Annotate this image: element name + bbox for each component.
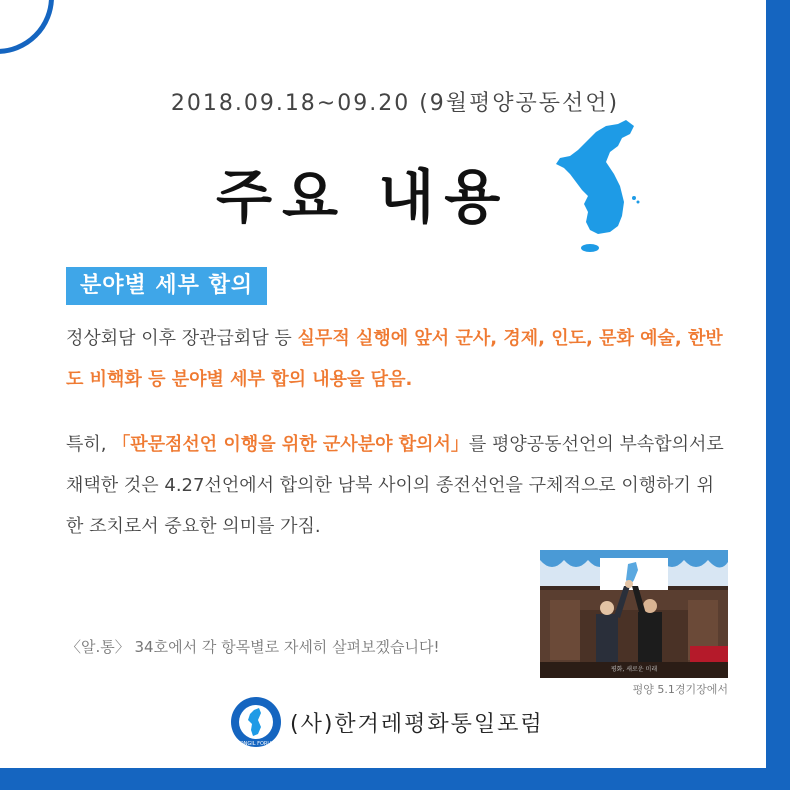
paragraph-2-text: 를 평양공동선언의 부속합의서로 채택한 것은 4.27선언에서 합의한 남북 사이의 종전선언을 구체적으로 이행하기 위한 조치로서 중요한 의미를 가짐. <box>66 434 724 537</box>
page-title: 주요 내용 <box>216 163 511 231</box>
unification-flag-logo <box>230 696 282 748</box>
paragraph-1 <box>66 318 726 400</box>
footnote: 〈알.통〉 34호에서 각 항목별로 자세히 살펴보겠습니다! <box>66 638 440 656</box>
paragraph-1-text: 정상회담 이후 장관급회담 등 <box>66 328 298 349</box>
corner-arc-decoration <box>0 0 54 54</box>
footer <box>230 692 544 752</box>
paragraph-2-prefix: 특히, <box>66 434 113 455</box>
stage-text: 평화, 새로운 미래 <box>610 666 658 673</box>
organization-name: (사)한겨레평화통일포럼 <box>290 711 544 737</box>
paragraph-2-highlight: 「판문점선언 이행을 위한 군사분야 합의서」 <box>112 434 469 455</box>
section-badge: 분야별 세부 합의 <box>66 267 267 305</box>
photo-caption: 평양 5.1경기장에서 <box>632 683 728 696</box>
logo-ring-text: TONGIL FORUM <box>236 741 276 747</box>
paragraph-1-highlight: 실무적 실행에 앞서 군사, 경제, 인도, 문화 예술, 한반도 비핵화 등 분야별 세부 합의 내용을 담음. <box>66 328 723 390</box>
summit-photo <box>540 550 728 678</box>
frame-right-border <box>766 0 790 790</box>
date-range: 2018.09.18~09.20 (9월평양공동선언) <box>170 91 620 116</box>
korean-peninsula-icon <box>548 118 648 258</box>
paragraph-2 <box>66 424 726 547</box>
frame-bottom-border <box>0 768 790 790</box>
